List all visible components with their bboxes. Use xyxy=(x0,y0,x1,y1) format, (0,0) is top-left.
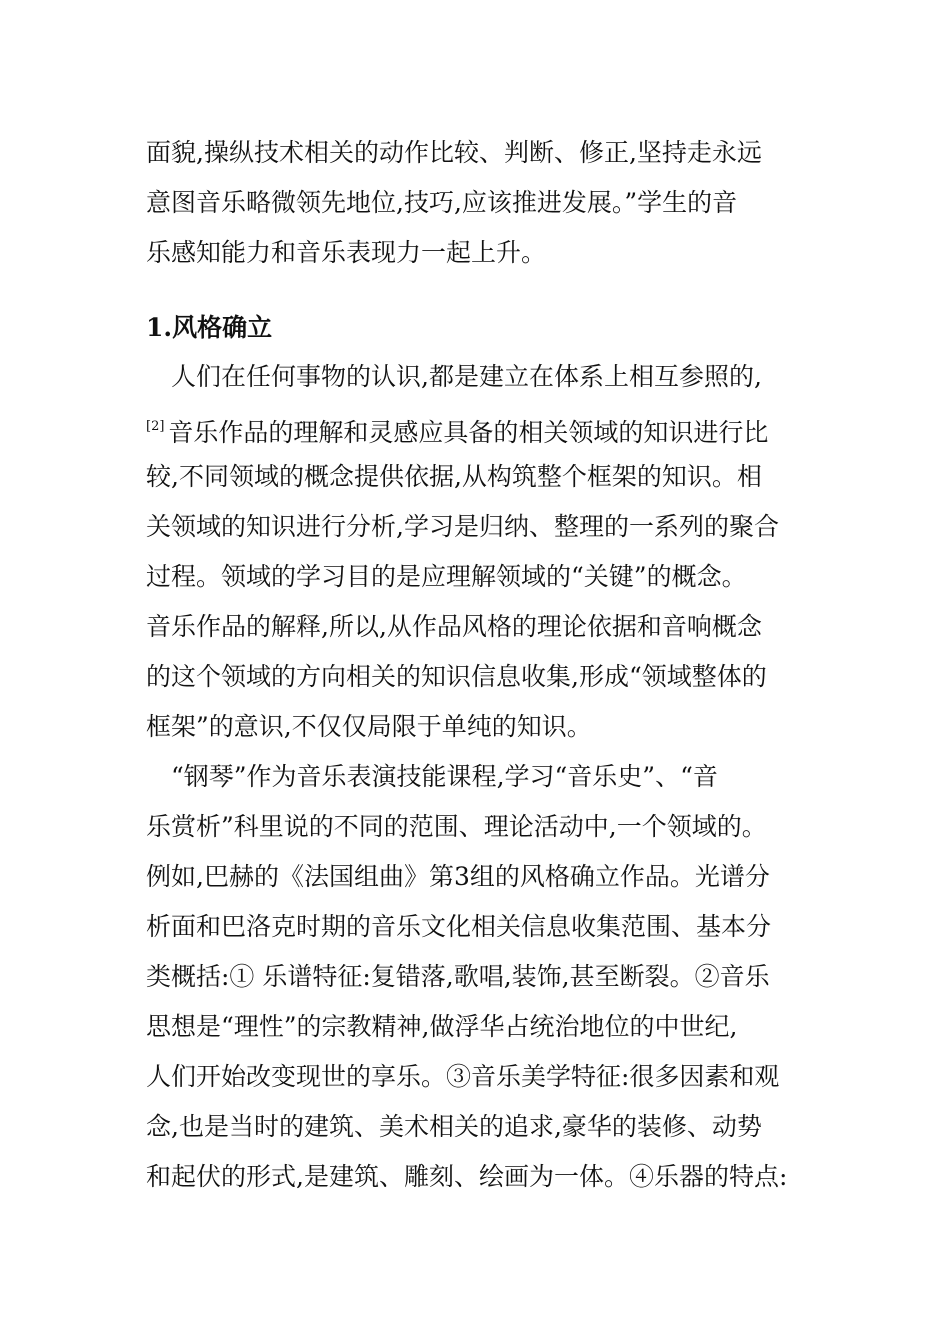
intro-line-3: 乐感知能力和音乐表现力一起上升。 xyxy=(146,238,547,267)
para1-line-2 xyxy=(146,402,768,458)
para1-line-1: 人们在任何事物的认识,都是建立在体系上相互参照的, xyxy=(171,362,762,391)
para1-line-3: 较,不同领域的概念提供依据,从构筑整个框架的知识。相 xyxy=(146,462,762,491)
para2-line-8: 念,也是当时的建筑、美术相关的追求,豪华的装修、动势 xyxy=(146,1112,762,1141)
para2-line-4: 析面和巴洛克时期的音乐文化相关信息收集范围、基本分 xyxy=(146,912,772,941)
para2-line-1: “钢琴”作为音乐表演技能课程,学习“音乐史”、“音 xyxy=(171,762,718,791)
para1-line-7: 的这个领域的方向相关的知识信息收集,形成“领域整体的 xyxy=(146,662,767,691)
para2-line-5: 类概括:① 乐谱特征:复错落,歌唱,装饰,甚至断裂。②音乐 xyxy=(146,962,770,991)
para2-line-2: 乐赏析”科里说的不同的范围、理论活动中,一个领域的。 xyxy=(146,812,767,841)
para2-line-3: 例如,巴赫的《法国组曲》第3组的风格确立作品。光谱分 xyxy=(146,862,770,891)
para1-line-2-text: 音乐作品的理解和灵感应具备的相关领域的知识进行比 xyxy=(168,418,769,447)
para2-line-7: 人们开始改变现世的享乐。③音乐美学特征:很多因素和观 xyxy=(146,1062,780,1091)
section-heading: 1.风格确立 xyxy=(146,313,273,342)
para1-line-8: 框架”的意识,不仅仅局限于单纯的知识。 xyxy=(146,712,592,741)
para2-line-6: 思想是“理性”的宗教精神,做浮华占统治地位的中世纪, xyxy=(146,1012,738,1041)
para1-line-4: 关领域的知识进行分析,学习是归纳、整理的一系列的聚合 xyxy=(146,512,779,541)
para2-line-9: 和起伏的形式,是建筑、雕刻、绘画为一体。④乐器的特点: xyxy=(146,1162,788,1191)
citation-marker: [2] xyxy=(146,419,165,434)
intro-line-2: 意图音乐略微领先地位,技巧,应该推进发展。”学生的音 xyxy=(146,188,738,217)
para1-line-5: 过程。领域的学习目的是应理解领域的“关键”的概念。 xyxy=(146,562,747,591)
para1-line-6: 音乐作品的解释,所以,从作品风格的理论依据和音响概念 xyxy=(146,612,762,641)
intro-line-1: 面貌,操纵技术相关的动作比较、判断、修正,坚持走永远 xyxy=(146,138,762,167)
